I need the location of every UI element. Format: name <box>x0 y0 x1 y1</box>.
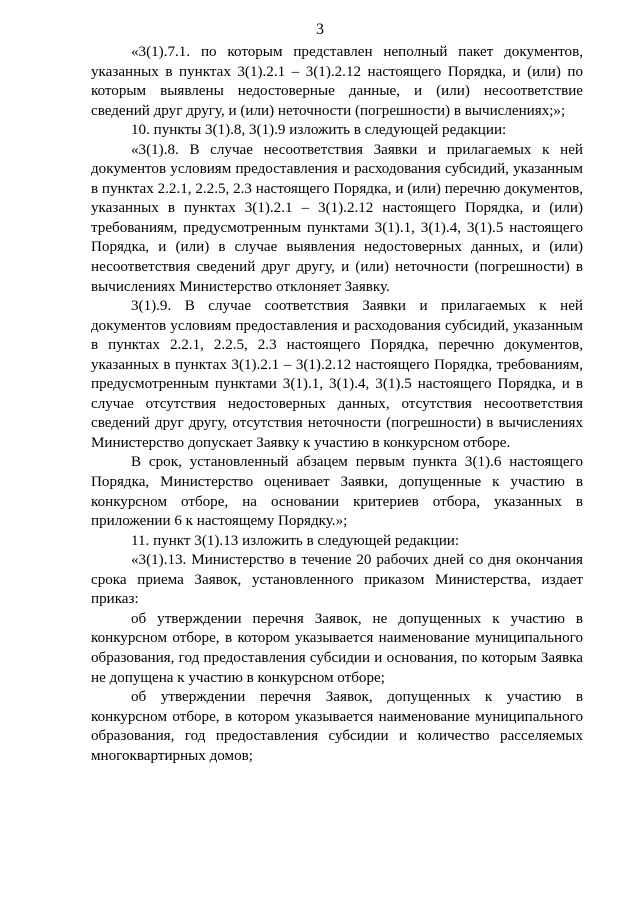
paragraph-item-11: 11. пункт 3(1).13 изложить в следующей редакции: <box>131 532 460 549</box>
paragraph-rejected-list: об утверждении перечня Заявок, не допущенных к участию в конкурсном отборе, в котором указывается наименование муниципального образования, год предоставления субсидии и основания, по которым Заявка не допущена к участию в конкурсном отборе; <box>91 610 583 686</box>
page-number: 3 <box>316 21 324 38</box>
document-body <box>91 43 583 766</box>
paragraph-3-1-8: «3(1).8. В случае несоответствия Заявки и прилагаемых к ней документов условиям предоставления и расходования субсидий, указанным в пунктах 2.2.1, 2.2.5, 2.3 настоящего Порядка, и (или) перечню документов, указанных в пунктах 3(1).2.1 – 3(1).2.12 настоящего Порядка, и (или) требованиям, предусмотренным пунктами 3(1).1, 3(1).4, 3(1).5 настоящего Порядка, и (или) в случае выявления недостоверных данных, и (или) несоответствия сведений друг другу, и (или) неточности (погрешности) в вычислениях Министерство отклоняет Заявку. <box>91 141 583 295</box>
paragraph-item-10: 10. пункты 3(1).8, 3(1).9 изложить в следующей редакции: <box>131 122 507 139</box>
paragraph-evaluation-deadline: В срок, установленный абзацем первым пункта 3(1).6 настоящего Порядка, Министерство оценивает Заявки, допущенные к участию в конкурсном отборе, на основании критериев отбора, указанных в приложении 6 к настоящему Порядку.»; <box>91 454 583 530</box>
paragraph-3-1-13: «3(1).13. Министерство в течение 20 рабочих дней со дня окончания срока приема Заявок, установленного приказом Министерства, издает приказ: <box>91 552 583 608</box>
paragraph-admitted-list: об утверждении перечня Заявок, допущенных к участию в конкурсном отборе, в котором указывается наименование муниципального образования, год предоставления субсидии и количество расселяемых многоквартирных домов; <box>91 689 583 764</box>
paragraph-3-1-9: 3(1).9. В случае соответствия Заявки и прилагаемых к ней документов условиям предоставления и расходования субсидий, указанным в пунктах 2.2.1, 2.2.5, 2.3 настоящего Порядка, перечню документов, указанных в пунктах 3(1).2.1 – 3(1).2.12 настоящего Порядка, требованиям, предусмотренным пунктами 3(1).1, 3(1).4, 3(1).5 настоящего Порядка, и в случае отсутствия недостоверных данных, отсутствия несоответствия сведений друг другу, отсутствия неточности (погрешности) в вычислениях Министерство допускает Заявку к участию в конкурсном отборе. <box>91 298 583 451</box>
paragraph-3-1-7-1: «3(1).7.1. по которым представлен неполный пакет документов, указанных в пунктах 3(1).2.1 – 3(1).2.12 настоящего Порядка, и (или) по которым выявлены недостоверные данные, и (или) несоответствие сведений друг другу, и (или) неточности (погрешности) в вычислениях;»; <box>91 44 583 119</box>
